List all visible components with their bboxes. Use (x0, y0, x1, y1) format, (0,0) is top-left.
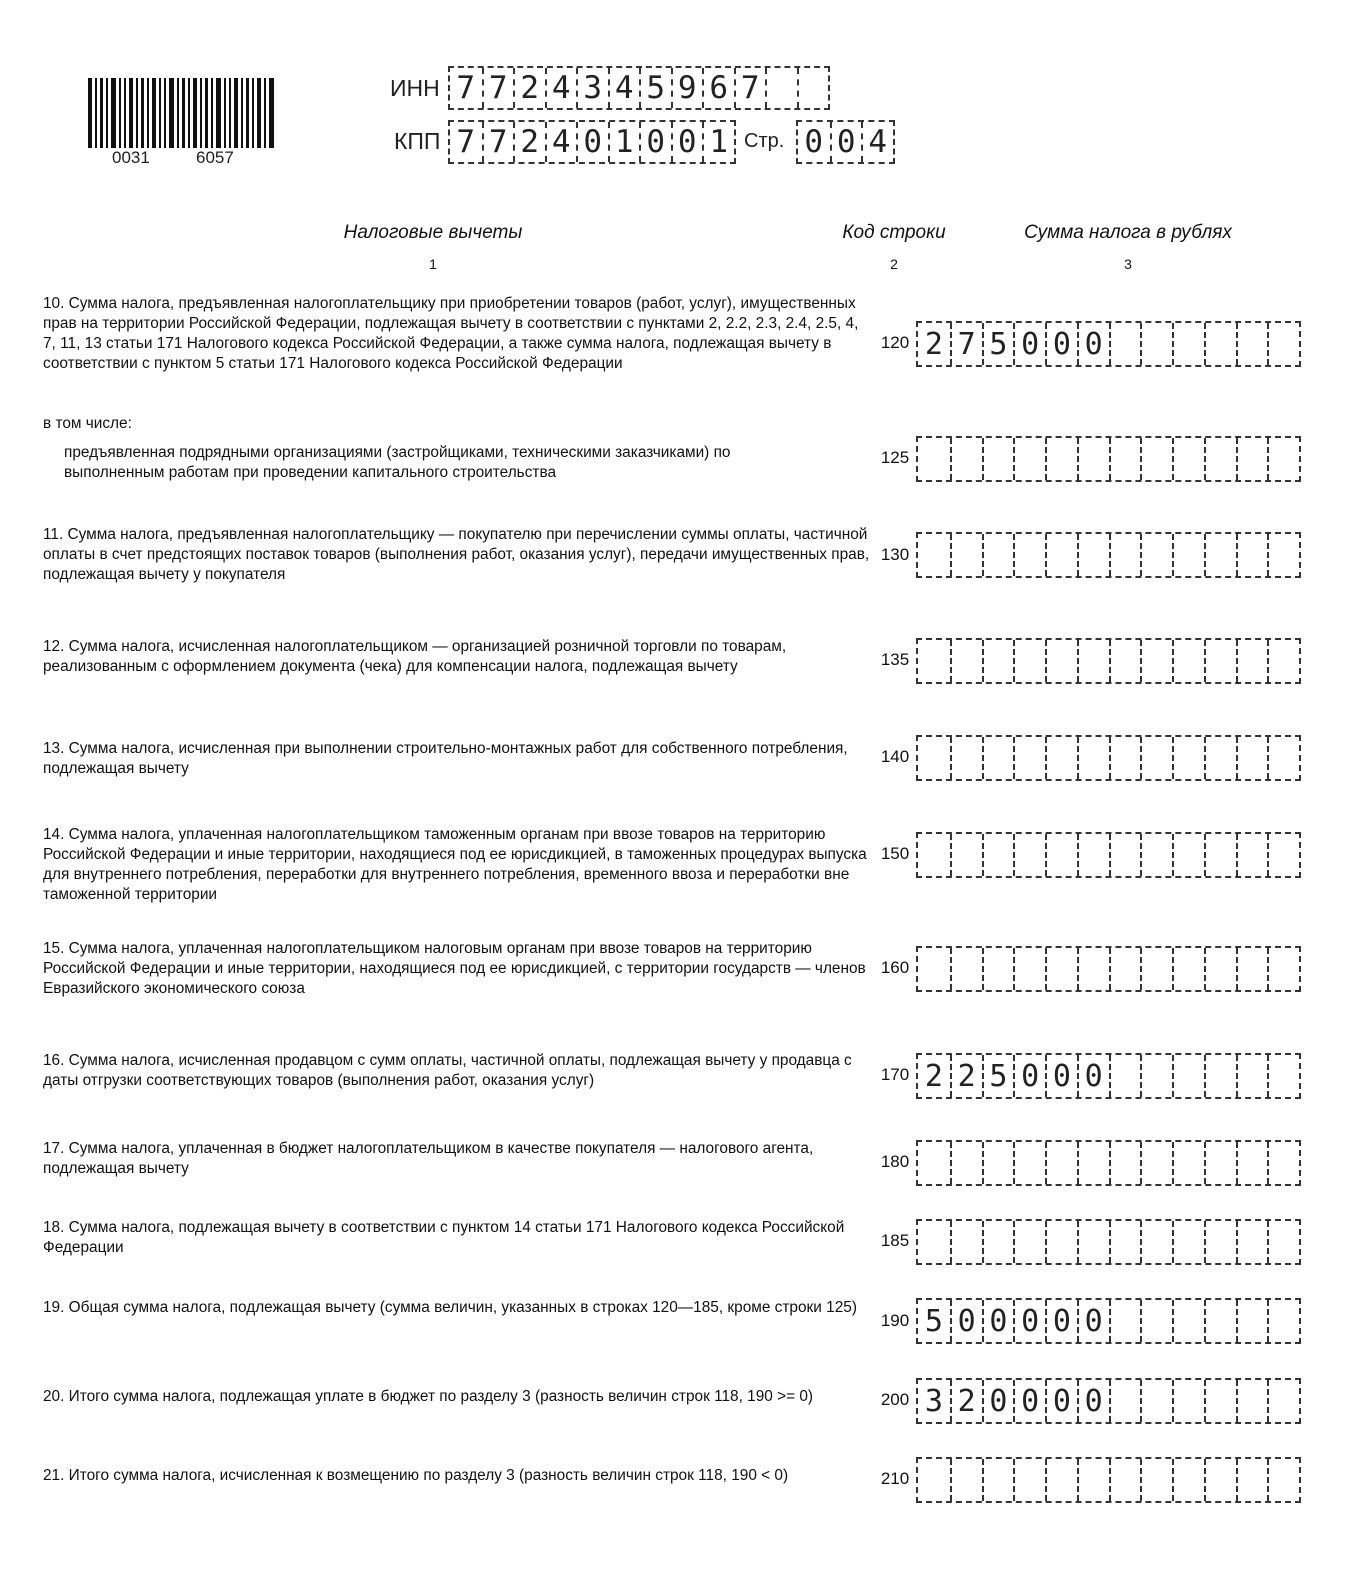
amount-cell (1236, 737, 1268, 779)
amount-cell (1204, 737, 1236, 779)
amount-cell (1204, 534, 1236, 576)
amount-cell (1077, 640, 1109, 682)
amount-cell (1077, 438, 1109, 480)
amount-field-170[interactable] (916, 1053, 1301, 1099)
amount-cell (1172, 1300, 1204, 1342)
amount-cell (950, 534, 982, 576)
amount-cell (1109, 737, 1141, 779)
kpp-cell: 0 (671, 122, 703, 162)
amount-cell (1109, 1142, 1141, 1184)
amount-cell (1267, 834, 1299, 876)
amount-cell (1109, 1055, 1141, 1097)
amount-cell (1267, 323, 1299, 365)
amount-cell: 5 (924, 1303, 943, 1339)
inn-cell (797, 68, 829, 108)
amount-cell: 0 (1013, 1380, 1045, 1422)
inn-cell: 2 (513, 68, 545, 108)
amount-cell (1013, 1459, 1045, 1501)
amount-cell (950, 834, 982, 876)
line-code-185: 185 (880, 1231, 910, 1250)
row-text-160: 15. Сумма налога, уплаченная налогоплательщиком налоговым органам при ввозе товаров на территорию Российской Федерации и иные территории, находящиеся под ее юрисдикцией, с территории государств — членов Евразийского экономического союза (43, 940, 866, 997)
line-code-125: 125 (880, 448, 910, 467)
line-code-150: 150 (880, 844, 910, 863)
column-number-1: 1 (429, 256, 437, 272)
amount-cell (1204, 323, 1236, 365)
amount-cell (1236, 834, 1268, 876)
amount-cell (1109, 323, 1141, 365)
amount-cell (1045, 1142, 1077, 1184)
amount-cell (1140, 737, 1172, 779)
line-code-210: 210 (880, 1469, 910, 1488)
kpp-cell: 1 (702, 122, 734, 162)
amount-cell (1109, 834, 1141, 876)
amount-cell (982, 534, 1014, 576)
amount-cell: 0 (1045, 323, 1077, 365)
page-label: Стр. (744, 130, 785, 152)
amount-cell (1204, 438, 1236, 480)
amount-cell (1013, 438, 1045, 480)
amount-cell (1140, 1221, 1172, 1263)
kpp-field[interactable] (448, 120, 736, 164)
amount-field-140[interactable] (916, 735, 1301, 781)
row-text-210: 21. Итого сумма налога, исчисленная к возмещению по разделу 3 (разность величин строк 118, 190 < 0) (43, 1467, 789, 1484)
page-number-field[interactable] (796, 120, 895, 164)
amount-cell (1109, 948, 1141, 990)
inn-cell: 5 (639, 68, 671, 108)
amount-cell (1236, 1300, 1268, 1342)
inn-cell: 6 (702, 68, 734, 108)
amount-cell: 0 (950, 1300, 982, 1342)
inn-cell: 4 (608, 68, 640, 108)
amount-cell: 0 (1013, 1055, 1045, 1097)
amount-cell (1077, 737, 1109, 779)
inn-cell: 7 (456, 70, 476, 106)
inn-cell: 3 (576, 68, 608, 108)
amount-cell (918, 737, 950, 779)
amount-field-210[interactable] (916, 1457, 1301, 1503)
row-text-180: 17. Сумма налога, уплаченная в бюджет налогоплательщиком в качестве покупателя — налогового агента, подлежащая вычету (43, 1140, 814, 1177)
amount-cell (950, 737, 982, 779)
amount-cell (918, 1459, 950, 1501)
amount-cell (1267, 1300, 1299, 1342)
amount-cell (1172, 1055, 1204, 1097)
amount-cell (1267, 1380, 1299, 1422)
line-code-135: 135 (880, 650, 910, 669)
amount-cell (950, 1459, 982, 1501)
amount-cell (918, 948, 950, 990)
row-text-170: 16. Сумма налога, исчисленная продавцом с сумм оплаты, частичной оплаты, подлежащая вычету у продавца с даты отгрузки соответствующих товаров (выполнения работ, оказания услуг) (43, 1052, 852, 1089)
amount-field-190[interactable] (916, 1298, 1301, 1344)
barcode (88, 78, 274, 148)
amount-cell (1172, 1459, 1204, 1501)
amount-cell (950, 640, 982, 682)
amount-cell (1204, 1300, 1236, 1342)
page-cell: 0 (830, 122, 862, 162)
inn-field[interactable] (448, 66, 830, 110)
amount-cell (1140, 323, 1172, 365)
amount-cell (1140, 1380, 1172, 1422)
amount-cell (1045, 640, 1077, 682)
line-code-120: 120 (880, 333, 910, 352)
amount-cell (1236, 1459, 1268, 1501)
amount-cell (982, 438, 1014, 480)
barcode-number-left: 0031 (112, 148, 150, 167)
amount-field-135[interactable] (916, 638, 1301, 684)
amount-cell (1236, 948, 1268, 990)
amount-cell (1109, 1459, 1141, 1501)
amount-cell (1236, 1221, 1268, 1263)
amount-cell (1077, 1221, 1109, 1263)
page-cell: 4 (861, 122, 893, 162)
amount-cell (1077, 948, 1109, 990)
row-text-190: 19. Общая сумма налога, подлежащая вычету (сумма величин, указанных в строках 120—185, кроме строки 125) (43, 1299, 857, 1316)
amount-cell (1172, 834, 1204, 876)
amount-cell (1204, 948, 1236, 990)
amount-cell (950, 948, 982, 990)
amount-cell (1140, 948, 1172, 990)
inn-cell: 4 (545, 68, 577, 108)
amount-cell: 2 (950, 1380, 982, 1422)
column-header-line-code: Код строки (842, 222, 946, 243)
amount-cell (982, 1142, 1014, 1184)
amount-cell: 5 (982, 323, 1014, 365)
amount-cell (1267, 948, 1299, 990)
amount-cell (1204, 1142, 1236, 1184)
amount-cell (1267, 737, 1299, 779)
amount-cell (1204, 1459, 1236, 1501)
row-text-200: 20. Итого сумма налога, подлежащая уплате в бюджет по разделу 3 (разность величин строк 118, 190 >= 0) (43, 1388, 814, 1405)
in-total-label: в том числе: (43, 415, 132, 432)
amount-field-120[interactable] (916, 321, 1301, 367)
line-code-200: 200 (880, 1390, 910, 1409)
kpp-cell: 4 (545, 122, 577, 162)
amount-cell (918, 834, 950, 876)
amount-cell (1204, 834, 1236, 876)
line-code-190: 190 (880, 1311, 910, 1330)
kpp-cell: 7 (482, 122, 514, 162)
amount-cell (1109, 1380, 1141, 1422)
kpp-label: КПП (394, 128, 441, 154)
amount-cell (1109, 534, 1141, 576)
row-text-130: 11. Сумма налога, предъявленная налогоплательщику — покупателю при перечислении суммы оплаты, частичной оплаты в счет предстоящих поставок товаров (выполнения работ, оказания услуг), передачи имущественных прав, подлежащая вычету у покупателя (43, 526, 870, 583)
amount-cell (1140, 1055, 1172, 1097)
amount-cell (1109, 640, 1141, 682)
amount-cell (1013, 1221, 1045, 1263)
row-text-120: 10. Сумма налога, предъявленная налогоплательщику при приобретении товаров (работ, услуг), имущественных прав на территории Российской Федерации, подлежащая вычету в соответствии с пунктами 2, 2.2, 2.3, 2.4, 2.5, 4, 7, 11, 13 статьи 171 Налогового кодекса Российской Федерации, а также сумма налога, подлежащая вычету в соответствии с пунктом 5 статьи 171 Налогового кодекса Российской Федерации (43, 295, 859, 372)
amount-cell (1045, 834, 1077, 876)
amount-cell (1140, 534, 1172, 576)
amount-cell: 0 (1077, 1055, 1109, 1097)
amount-cell: 0 (1077, 1380, 1109, 1422)
amount-cell (1267, 438, 1299, 480)
amount-cell (1267, 1142, 1299, 1184)
kpp-cell: 0 (576, 122, 608, 162)
amount-cell (1172, 534, 1204, 576)
amount-cell (1236, 438, 1268, 480)
amount-cell (1204, 640, 1236, 682)
amount-cell (1267, 1459, 1299, 1501)
amount-cell (918, 1142, 950, 1184)
amount-cell (1172, 1142, 1204, 1184)
amount-field-200[interactable] (916, 1378, 1301, 1424)
line-code-130: 130 (880, 545, 910, 564)
amount-cell (1045, 737, 1077, 779)
amount-cell: 0 (982, 1380, 1014, 1422)
column-number-3: 3 (1124, 256, 1132, 272)
amount-cell (918, 438, 950, 480)
inn-cell: 7 (482, 68, 514, 108)
amount-cell (1045, 438, 1077, 480)
amount-field-180[interactable] (916, 1140, 1301, 1186)
amount-cell (1204, 1221, 1236, 1263)
amount-cell: 0 (1077, 1300, 1109, 1342)
amount-cell (1172, 640, 1204, 682)
amount-field-185[interactable] (916, 1219, 1301, 1265)
amount-cell: 0 (1013, 323, 1045, 365)
amount-cell (918, 640, 950, 682)
page-cell: 0 (804, 124, 824, 160)
amount-cell (1013, 534, 1045, 576)
amount-cell (1013, 737, 1045, 779)
amount-cell: 0 (1077, 323, 1109, 365)
amount-cell (1077, 1459, 1109, 1501)
row-text-185: 18. Сумма налога, подлежащая вычету в соответствии с пунктом 14 статьи 171 Налогового кодекса Российской Федерации (43, 1219, 845, 1256)
amount-cell (982, 948, 1014, 990)
amount-cell (1172, 323, 1204, 365)
amount-cell (1267, 1055, 1299, 1097)
amount-cell (1140, 640, 1172, 682)
amount-cell (982, 834, 1014, 876)
amount-cell (1204, 1380, 1236, 1422)
amount-cell (1013, 834, 1045, 876)
amount-cell: 2 (950, 1055, 982, 1097)
amount-cell (1077, 834, 1109, 876)
kpp-cell: 1 (608, 122, 640, 162)
amount-cell (1267, 640, 1299, 682)
kpp-cell: 2 (513, 122, 545, 162)
amount-cell (1172, 948, 1204, 990)
amount-cell (1109, 1221, 1141, 1263)
amount-cell (982, 737, 1014, 779)
amount-cell: 5 (982, 1055, 1014, 1097)
amount-cell: 0 (1045, 1380, 1077, 1422)
amount-field-125[interactable] (916, 436, 1301, 482)
amount-cell (1172, 1380, 1204, 1422)
inn-cell: 7 (734, 68, 766, 108)
amount-cell: 0 (1045, 1055, 1077, 1097)
amount-cell (950, 1221, 982, 1263)
amount-cell (1140, 1142, 1172, 1184)
amount-cell (1236, 640, 1268, 682)
amount-cell (918, 1221, 950, 1263)
amount-cell (1140, 834, 1172, 876)
kpp-cell: 7 (456, 124, 476, 160)
amount-cell (1172, 737, 1204, 779)
amount-cell (1077, 1142, 1109, 1184)
amount-cell (1236, 1055, 1268, 1097)
amount-cell (982, 1459, 1014, 1501)
line-code-140: 140 (880, 747, 910, 766)
amount-cell (1109, 438, 1141, 480)
amount-cell (1236, 1142, 1268, 1184)
amount-cell (1236, 1380, 1268, 1422)
column-number-2: 2 (890, 256, 898, 272)
amount-cell: 0 (982, 1300, 1014, 1342)
line-code-180: 180 (880, 1152, 910, 1171)
inn-cell (765, 68, 797, 108)
amount-cell (1172, 438, 1204, 480)
amount-cell: 0 (1045, 1300, 1077, 1342)
row-text-140: 13. Сумма налога, исчисленная при выполнении строительно-монтажных работ для собственного потребления, подлежащая вычету (43, 740, 848, 777)
line-code-160: 160 (880, 958, 910, 977)
amount-cell (918, 534, 950, 576)
amount-cell: 2 (924, 1058, 943, 1094)
amount-cell (1140, 1459, 1172, 1501)
amount-cell: 2 (924, 326, 943, 362)
amount-cell (1109, 1300, 1141, 1342)
amount-cell (1236, 534, 1268, 576)
amount-cell (1077, 534, 1109, 576)
amount-cell: 7 (950, 323, 982, 365)
row-text-135: 12. Сумма налога, исчисленная налогоплательщиком — организацией розничной торговли по товарам, реализованным с оформлением документа (чека) для компенсации налога, подлежащая вычету (43, 638, 787, 675)
amount-cell (1013, 948, 1045, 990)
barcode-number-right: 6057 (196, 148, 234, 167)
amount-cell (1267, 1221, 1299, 1263)
line-code-170: 170 (880, 1065, 910, 1084)
amount-field-130[interactable] (916, 532, 1301, 578)
column-header-tax-amount: Сумма налога в рублях (1024, 222, 1232, 243)
amount-field-150[interactable] (916, 832, 1301, 878)
amount-cell (1236, 323, 1268, 365)
amount-cell (1045, 534, 1077, 576)
amount-cell (1140, 438, 1172, 480)
amount-cell (982, 1221, 1014, 1263)
row-text-150: 14. Сумма налога, уплаченная налогоплательщиком таможенным органам при ввозе товаров на территорию Российской Федерации и иные территории, находящиеся под ее юрисдикцией, в таможенных процедурах выпуска для внутреннего потребления, переработки для внутреннего потребления, временного ввоза и переработки вне таможенной территории (43, 826, 867, 903)
amount-cell (1013, 1142, 1045, 1184)
column-header-deductions: Налоговые вычеты (343, 222, 523, 243)
amount-cell (1045, 1221, 1077, 1263)
kpp-cell: 0 (639, 122, 671, 162)
amount-cell (982, 640, 1014, 682)
amount-cell (1267, 534, 1299, 576)
amount-cell (1013, 640, 1045, 682)
amount-cell (950, 1142, 982, 1184)
amount-cell: 3 (924, 1383, 943, 1419)
inn-label: ИНН (390, 75, 440, 101)
amount-cell (1172, 1221, 1204, 1263)
amount-cell (1140, 1300, 1172, 1342)
row-text-125: предъявленная подрядными организациями (застройщиками, техническими заказчиками) по выполненным работам при проведении капитального строительства (64, 444, 731, 481)
amount-cell (1204, 1055, 1236, 1097)
amount-cell (950, 438, 982, 480)
amount-cell (1045, 1459, 1077, 1501)
amount-cell: 0 (1013, 1300, 1045, 1342)
inn-cell: 9 (671, 68, 703, 108)
amount-field-160[interactable] (916, 946, 1301, 992)
amount-cell (1045, 948, 1077, 990)
